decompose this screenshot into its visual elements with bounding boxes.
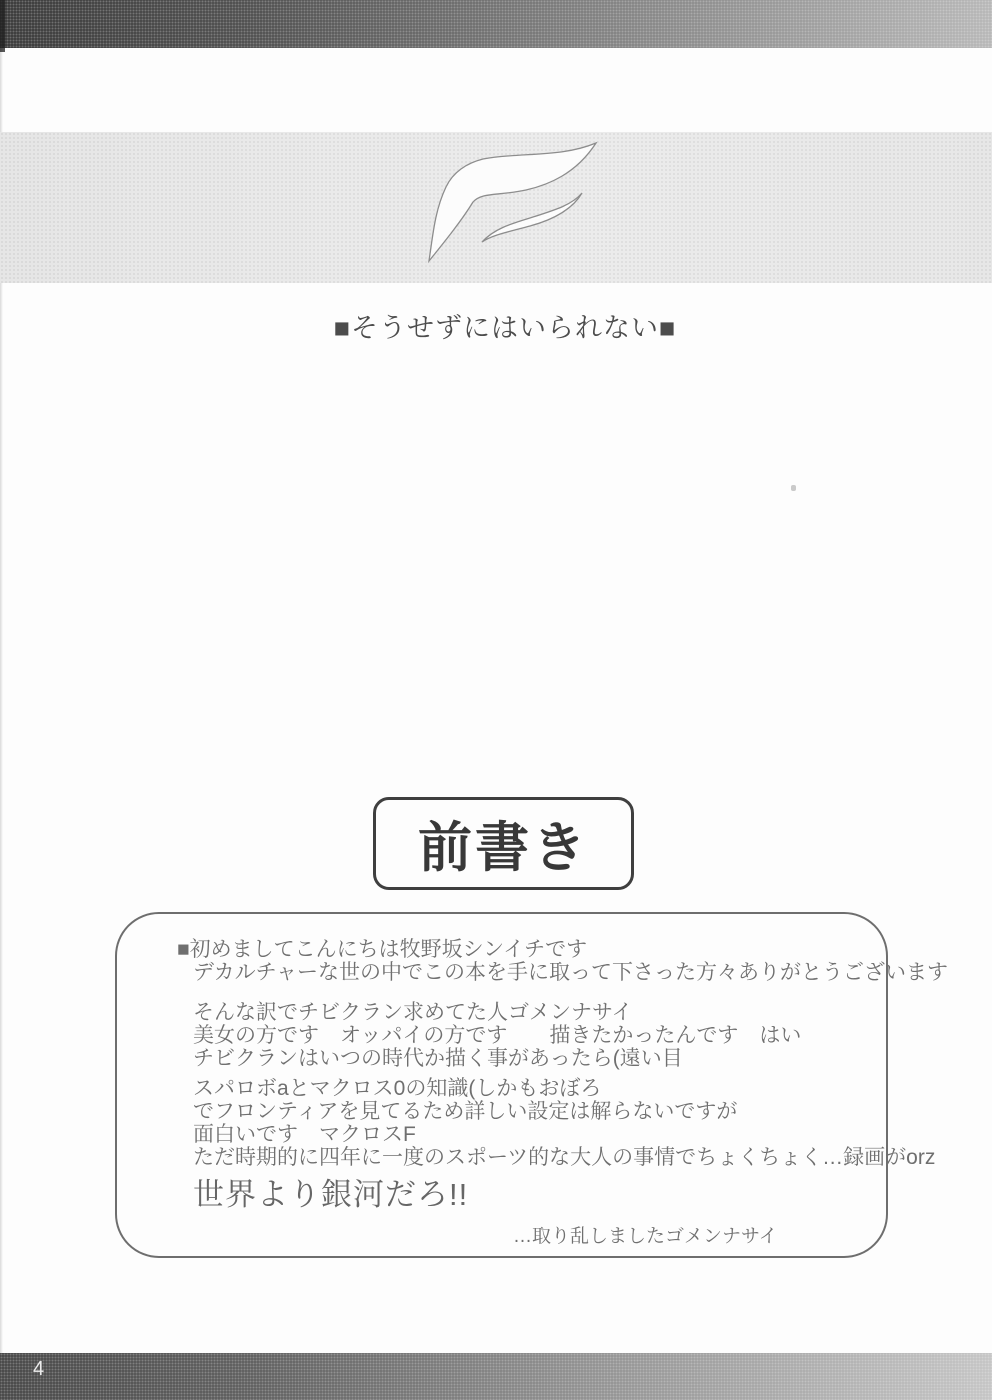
preface-title-box (373, 797, 634, 890)
preface-line: 面白いです マクロスF (193, 1123, 416, 1146)
preface-emphasis-line: 世界より銀河だろ!! (193, 1177, 469, 1212)
page-slogan: ■そうせずにはいられない■ (333, 313, 677, 343)
scan-speck (791, 485, 796, 491)
bottom-gradient-bar (0, 1353, 992, 1400)
preface-closing-line: …取り乱しましたゴメンナサイ (513, 1226, 778, 1247)
preface-line: デカルチャーな世の中でこの本を手に取って下さった方々ありがとうございます (193, 961, 948, 984)
preface-lines (177, 938, 948, 1169)
preface-line: ■初めましてこんにちは牧野坂シンイチです (177, 938, 588, 961)
preface-line: スパロボaとマクロス0の知識(しかもおぼろ (193, 1077, 602, 1100)
preface-line: そんな訳でチビクラン求めてた人ゴメンナサイ (193, 1001, 633, 1024)
page-number: 4 (33, 1358, 45, 1380)
preface-line: でフロンティアを見てるため詳しい設定は解らないですが (193, 1100, 738, 1123)
preface-text-box (115, 912, 948, 1258)
preface-title: 前書き (418, 818, 589, 878)
preface-line: チビクランはいつの時代か描く事があったら(遠い目 (193, 1047, 683, 1070)
preface-line: ただ時期的に四年に一度のスポーツ的な大人の事情でちょくちょく…録画がorz (193, 1146, 936, 1169)
preface-line: 美女の方です オッパイの方です 描きたかったんです はい (193, 1024, 802, 1047)
binding-edge-artifact (0, 0, 5, 52)
top-gradient-bar (0, 0, 992, 48)
wing-swoosh-logo-icon (380, 130, 730, 290)
